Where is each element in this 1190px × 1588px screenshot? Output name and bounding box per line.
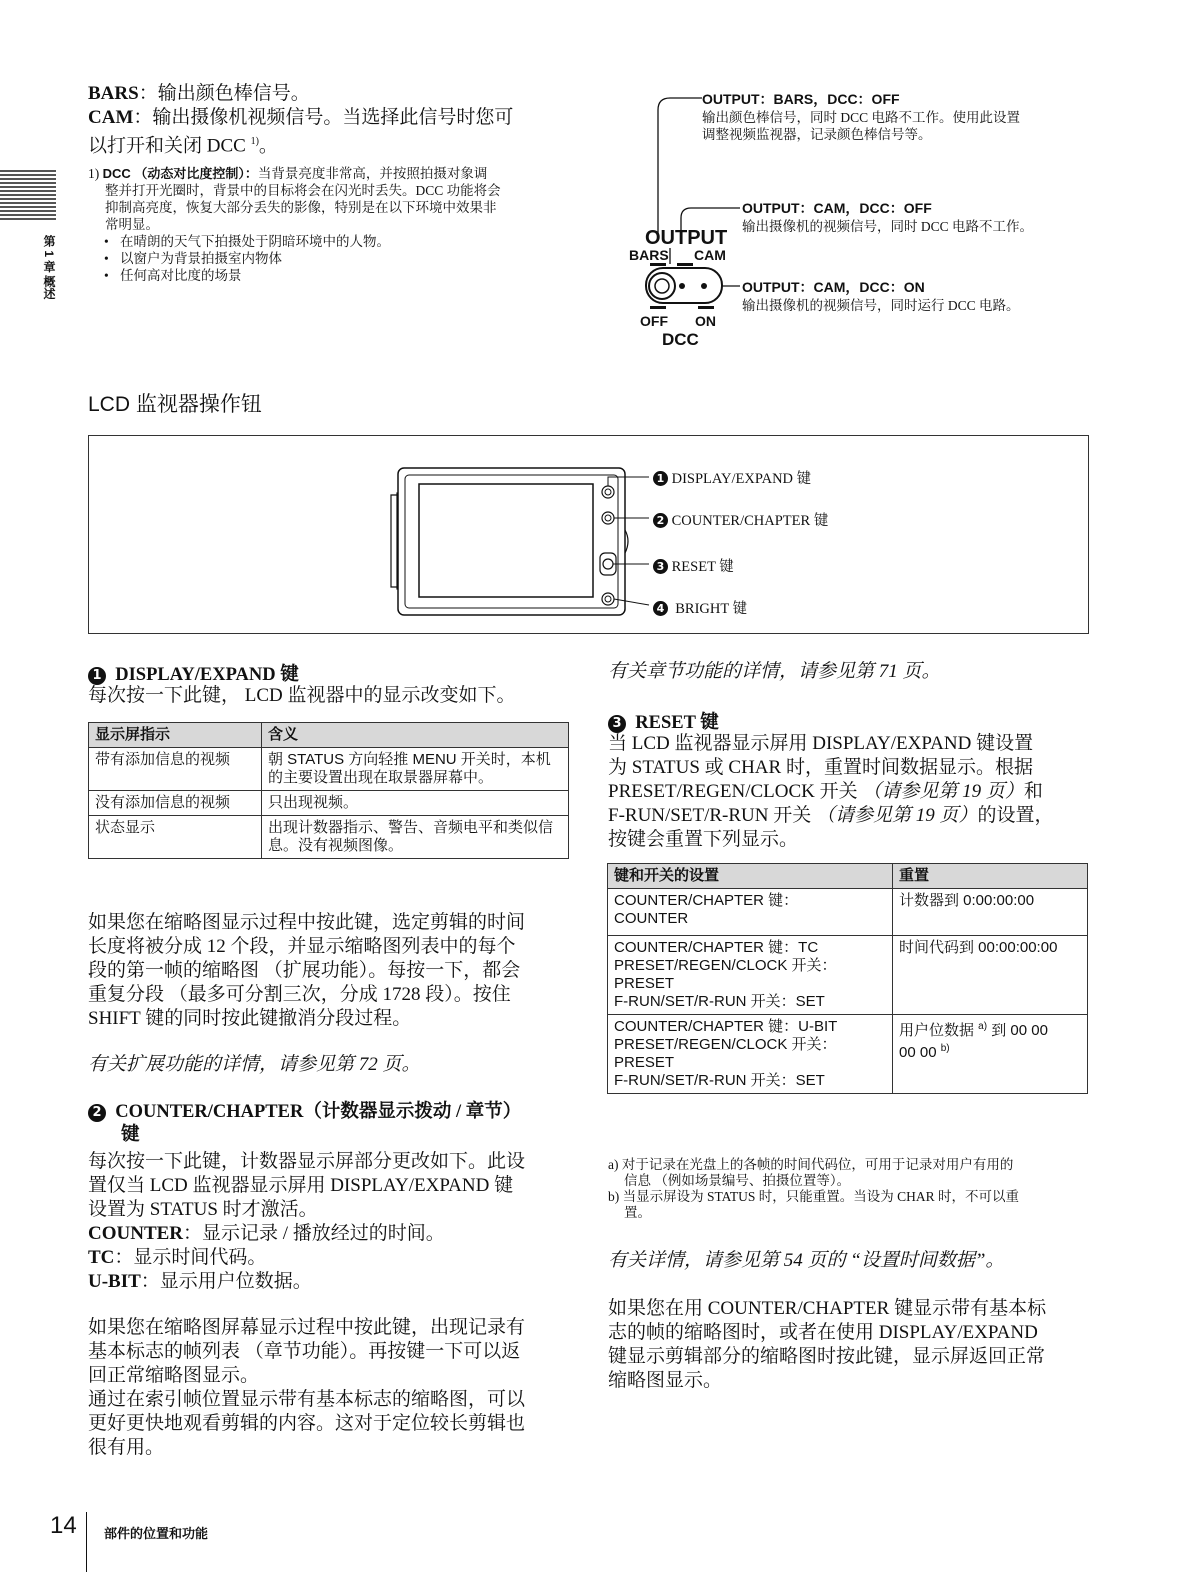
reset-thumbnail-paragraph xyxy=(608,1297,1098,1393)
footnote-line1: 当背景亮度非常高，并按照拍摄对象调 xyxy=(257,166,488,181)
dcc-switch-label: DCC xyxy=(662,330,699,349)
tab-stripes xyxy=(0,170,56,222)
column-header: 重置 xyxy=(893,864,1088,889)
heading-number: 1 xyxy=(88,667,106,685)
callout-number: 1 xyxy=(653,471,668,486)
paragraph-text: F-RUN/SET/R-RUN 开关 xyxy=(608,805,816,826)
cam-text-2: 以打开和关闭 DCC xyxy=(88,135,251,157)
on-switch-label: ON xyxy=(695,313,716,329)
page-reference: （请参见第 19 页） xyxy=(815,805,978,826)
page-number: 14 xyxy=(50,1512,77,1539)
dcc-footnote xyxy=(88,165,588,284)
table-row xyxy=(89,816,569,859)
list-item: • 任何高对比度的场景 xyxy=(120,267,588,284)
chapter-tab-marker xyxy=(0,170,58,222)
tick-on xyxy=(698,306,714,309)
ubit-text: ：显示用户位数据。 xyxy=(140,1271,312,1292)
reset-heading xyxy=(608,708,719,734)
expand-paragraph xyxy=(88,911,578,1031)
column-header: 显示屏指示 xyxy=(89,723,262,748)
callout-counter-chapter xyxy=(653,509,828,530)
footer-divider xyxy=(86,1512,87,1572)
cell-line: PRESET/REGEN/CLOCK 开关： xyxy=(614,957,837,974)
footnote-line: a) 对于记录在光盘上的各帧的时间代码位，可用于记录对用户有用的 xyxy=(608,1157,1014,1172)
table-cell: 没有添加信息的视频 xyxy=(89,791,262,816)
callout-number: 4 xyxy=(653,601,668,616)
callout-text: BRIGHT 键 xyxy=(675,601,748,617)
footnote-line: b) 当显示屏设为 STATUS 时，只能重置。当设为 CHAR 时，不可以重 xyxy=(608,1189,1020,1204)
switch-note-cam-on xyxy=(742,277,1102,314)
paragraph-line: 如果您在用 COUNTER/CHAPTER 键显示带有基本标 xyxy=(608,1298,1047,1319)
table-header-row xyxy=(608,864,1088,889)
button-center xyxy=(605,596,611,602)
table-row xyxy=(608,936,1088,1015)
chapter-reference: 有关章节功能的详情，请参见第 71 页。 xyxy=(608,661,941,682)
cell-line: PRESET xyxy=(614,1054,675,1071)
note-desc: 输出摄像机的视频信号，同时 DCC 电路不工作。 xyxy=(742,219,1034,234)
paragraph-line: SHIFT 键的同时按此键撤消分段过程。 xyxy=(88,1008,412,1029)
cell-line: COUNTER/CHAPTER 键： xyxy=(614,892,799,909)
switch-note-bars-off xyxy=(702,89,1102,143)
cell-line: PRESET xyxy=(614,975,675,992)
paragraph-line: 基本标志的帧列表 （章节功能）。再按键一下可以返 xyxy=(88,1341,521,1362)
callout-text: COUNTER/CHAPTER 键 xyxy=(671,513,829,529)
cell-text: 00 00 xyxy=(899,1044,941,1061)
note-desc: 输出颜色棒信号，同时 DCC 电路不工作。使用此设置 xyxy=(702,110,1021,125)
counter-label: COUNTER xyxy=(88,1223,184,1244)
lcd-monitor-illustration xyxy=(385,465,665,625)
table-cell xyxy=(893,1015,1088,1094)
note-label: OUTPUT：BARS，DCC：OFF xyxy=(702,91,900,107)
tick-cam xyxy=(677,263,693,266)
display-expand-heading xyxy=(88,660,299,686)
callout-number: 2 xyxy=(653,513,668,528)
column-header: 含义 xyxy=(262,723,569,748)
paragraph-line: 为 STATUS 或 CHAR 时，重置时间数据显示。根据 xyxy=(608,757,1033,778)
note-label: OUTPUT：CAM，DCC：OFF xyxy=(742,200,932,216)
bars-switch-label: BARS xyxy=(629,247,669,263)
footnote-head: DCC （动态对比度控制）： xyxy=(102,166,258,181)
table-row xyxy=(608,1015,1088,1094)
bars-label: BARS xyxy=(88,83,139,104)
heading-text: DISPLAY/EXPAND 键 xyxy=(115,665,299,685)
paragraph-line: 重复分段 （最多可分割三次，分成 1728 段）。按住 xyxy=(88,984,511,1005)
table-cell xyxy=(608,936,893,1015)
button-center xyxy=(605,489,611,495)
switch-dot-mid xyxy=(679,283,685,289)
counter-chapter-heading xyxy=(88,1101,578,1147)
cell-text: 用户位数据 xyxy=(899,1022,979,1039)
table-cell xyxy=(608,889,893,936)
table-cell: 只出现视频。 xyxy=(262,791,569,816)
paragraph-text: 的设置， xyxy=(977,805,1054,826)
table-cell: 出现计数器指示、警告、音频电平和类似信息。没有视频图像。 xyxy=(262,816,569,859)
cell-text: 到 00 00 xyxy=(987,1022,1048,1039)
paragraph-line: 如果您在缩略图显示过程中按此键，选定剪辑的时间 xyxy=(88,912,526,933)
footnote-bullets xyxy=(88,233,588,284)
footnote-ref-a: a) xyxy=(978,1021,988,1032)
footnote-marker: 1) xyxy=(88,166,103,181)
paragraph-line: 每次按一下此键，计数器显示屏部分更改如下。此设 xyxy=(88,1151,526,1172)
output-description xyxy=(88,82,588,158)
paragraph-line: 如果您在缩略图屏幕显示过程中按此键，出现记录有 xyxy=(88,1317,526,1338)
display-expand-intro: 每次按一下此键， LCD 监视器中的显示改变如下。 xyxy=(88,685,516,706)
table-cell xyxy=(608,1015,893,1094)
callout-text: RESET 键 xyxy=(671,559,734,575)
switch-note-cam-off xyxy=(742,198,1102,235)
display-mode-table xyxy=(88,722,569,859)
button-center xyxy=(605,515,611,521)
off-switch-label: OFF xyxy=(640,313,668,329)
list-item: • 在晴朗的天气下拍摄处于阴暗环境中的人物。 xyxy=(120,233,588,250)
footnote-ref-b: b) xyxy=(940,1043,950,1054)
cam-label: CAM xyxy=(88,107,134,128)
callout-number: 3 xyxy=(653,559,668,574)
cell-line: PRESET/REGEN/CLOCK 开关： xyxy=(614,1036,837,1053)
heading-number: 3 xyxy=(608,715,626,733)
table-header-row xyxy=(89,723,569,748)
table-cell: 朝 STATUS 方向轻推 MENU 开关时，本机的主要设置出现在取景器屏幕中。 xyxy=(262,748,569,791)
paragraph-line: 键显示剪辑部分的缩略图时按此键，显示屏返回正常 xyxy=(608,1346,1046,1367)
paragraph-line: 长度将被分成 12 个段，并显示缩略图列表中的每个 xyxy=(88,936,516,957)
paragraph-text: 和 xyxy=(1023,781,1043,802)
cell-line: F-RUN/SET/R-RUN 开关：SET xyxy=(614,993,825,1010)
cam-switch-label: CAM xyxy=(694,247,726,263)
paragraph-line: 按键会重置下列显示。 xyxy=(608,829,799,850)
time-data-reference: 有关详情，请参见第 54 页的 “设置时间数据”。 xyxy=(608,1250,1005,1271)
paragraph-line: 段的第一帧的缩略图 （扩展功能）。每按一下，都会 xyxy=(88,960,521,981)
switch-dot-on xyxy=(701,283,707,289)
cell-line: COUNTER/CHAPTER 键：U-BIT xyxy=(614,1018,838,1035)
paragraph-line: 置仅当 LCD 监视器显示屏用 DISPLAY/EXPAND 键 xyxy=(88,1175,514,1196)
table-footnotes xyxy=(608,1157,1098,1221)
footnote-line4: 常明显。 xyxy=(105,217,159,232)
tc-label: TC xyxy=(88,1247,115,1268)
bars-text: ：输出颜色棒信号。 xyxy=(138,83,310,104)
footnote-line2: 整并打开光圈时，背景中的目标将会在闪光时丢失。DCC 功能将会 xyxy=(105,183,501,198)
paragraph-line: 更好更快地观看剪辑的内容。这对于定位较长剪辑也 xyxy=(88,1413,526,1434)
footnote-line3: 抑制高亮度，恢复大部分丢失的影像，特别是在以下环境中效果非 xyxy=(105,200,497,215)
table-row xyxy=(89,748,569,791)
paragraph-line: 通过在索引帧位置显示带有基本标志的缩略图，可以 xyxy=(88,1389,526,1410)
table-row xyxy=(89,791,569,816)
tick-off xyxy=(650,306,666,309)
counter-paragraph xyxy=(88,1150,578,1294)
note-desc: 输出摄像机的视频信号，同时运行 DCC 电路。 xyxy=(742,298,1020,313)
paragraph-line: 当 LCD 监视器显示屏用 DISPLAY/EXPAND 键设置 xyxy=(608,733,1034,754)
callout-display-expand xyxy=(653,467,811,488)
table-cell: 计数器到 0:00:00:00 xyxy=(893,889,1088,936)
heading-number: 2 xyxy=(88,1104,106,1122)
cell-line: COUNTER xyxy=(614,910,689,927)
leader-line-bars-off xyxy=(658,98,702,236)
table-row xyxy=(608,889,1088,936)
output-title: OUTPUT xyxy=(645,227,728,249)
footnote-line: 信息 （例如场景编号、拍摄位置等）。 xyxy=(624,1173,851,1188)
paragraph-text: PRESET/REGEN/CLOCK 开关 xyxy=(608,781,863,802)
list-item: • 以窗户为背景拍摄室内物体 xyxy=(120,250,588,267)
callout-text: DISPLAY/EXPAND 键 xyxy=(671,471,812,487)
footnote-line: 置。 xyxy=(624,1205,651,1220)
tc-text: ：显示时间代码。 xyxy=(114,1247,267,1268)
lcd-screen xyxy=(419,484,593,597)
note-label: OUTPUT：CAM，DCC：ON xyxy=(742,279,925,295)
paragraph-line: 回正常缩略图显示。 xyxy=(88,1365,260,1386)
paragraph-line: 缩略图显示。 xyxy=(608,1370,723,1391)
ubit-label: U-BIT xyxy=(88,1271,141,1292)
side-chapter-label: 第 1 章 概述 xyxy=(42,235,56,300)
switch-knob-inner xyxy=(655,279,669,293)
table-cell: 状态显示 xyxy=(89,816,262,859)
cam-end: 。 xyxy=(258,135,278,157)
cell-line: F-RUN/SET/R-RUN 开关：SET xyxy=(614,1072,825,1089)
table-cell: 带有添加信息的视频 xyxy=(89,748,262,791)
footer-section-title: 部件的位置和功能 xyxy=(104,1526,209,1541)
paragraph-line: 很有用。 xyxy=(88,1437,165,1458)
footnote-ref-1: 1) xyxy=(250,136,259,147)
cell-line: COUNTER/CHAPTER 键：TC xyxy=(614,939,819,956)
paragraph-line: 志的帧的缩略图时，或者在使用 DISPLAY/EXPAND xyxy=(608,1322,1038,1343)
section-title: LCD 监视器操作钮 xyxy=(88,393,262,416)
heading-text: COUNTER/CHAPTER（计数器显示拨动 / 章节） xyxy=(115,1102,522,1122)
tick-bars xyxy=(650,263,666,266)
note-desc: 调整视频监视器，记录颜色棒信号等。 xyxy=(702,127,932,142)
counter-text: ：显示记录 / 播放经过的时间。 xyxy=(183,1223,445,1244)
heading-text-2: 键 xyxy=(121,1125,140,1145)
reset-settings-table xyxy=(607,863,1088,1094)
callout-bright xyxy=(653,597,747,618)
column-header: 键和开关的设置 xyxy=(608,864,893,889)
paragraph-line: 设置为 STATUS 时才激活。 xyxy=(88,1199,318,1220)
heading-text: RESET 键 xyxy=(635,713,719,733)
reset-button[interactable] xyxy=(603,559,613,569)
callout-reset xyxy=(653,555,734,576)
expand-reference: 有关扩展功能的详情，请参见第 72 页。 xyxy=(88,1054,421,1075)
cam-text: ：输出摄像机视频信号。当选择此信号时您可 xyxy=(133,107,514,128)
page-reference: （请参见第 19 页） xyxy=(862,781,1024,802)
table-cell: 时间代码到 00:00:00:00 xyxy=(893,936,1088,1015)
reset-paragraph xyxy=(608,732,1098,852)
chapter-paragraph xyxy=(88,1316,578,1460)
